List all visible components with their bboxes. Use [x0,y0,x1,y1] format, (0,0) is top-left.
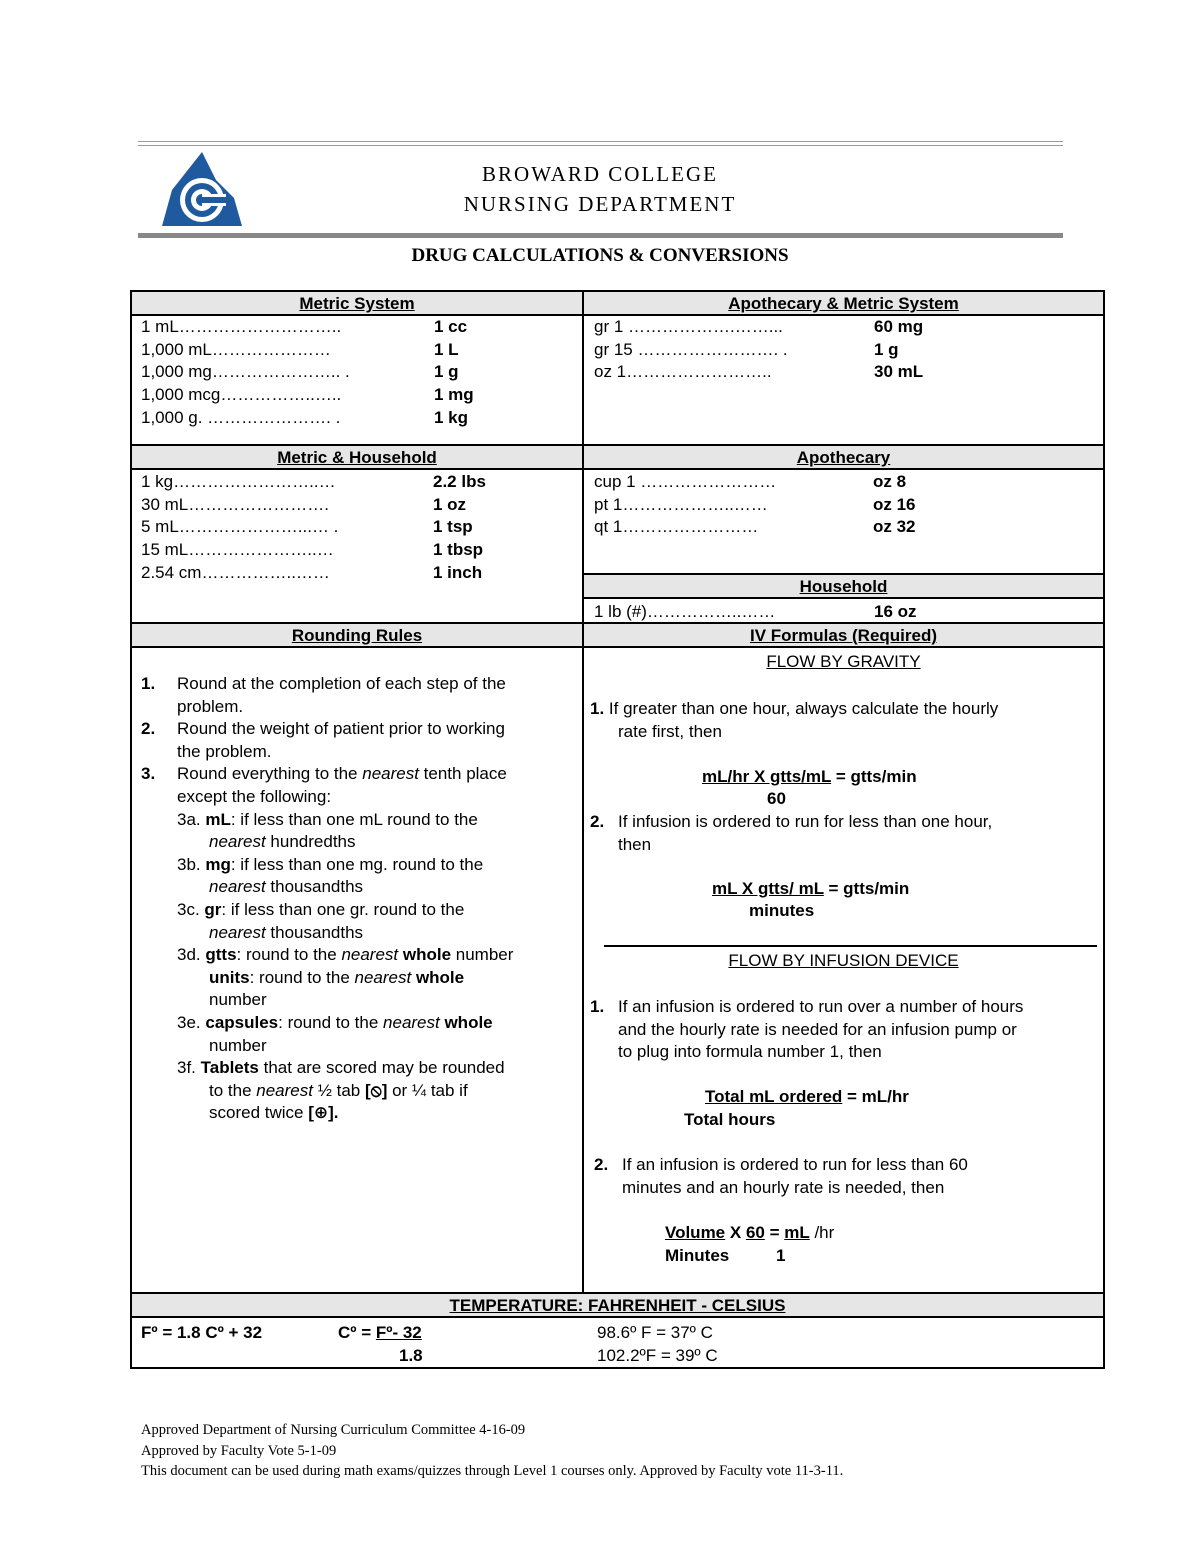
sub-item-3d [141,944,581,967]
list-text: Round the weight of patient prior to working [177,719,505,739]
formula-result-unit: /hr [809,1223,835,1242]
row-right: 1 cc [434,317,468,336]
row-right: 16 oz [874,602,917,621]
table-row [141,562,571,585]
step-line [590,811,1095,834]
row-left: qt 1…………………… [594,517,759,537]
sub-text: : if less than one mg. round to the [230,854,484,874]
gravity-step-1 [590,698,1095,743]
fahrenheit-formula: Fº = 1.8 Cº + 32 [141,1323,263,1342]
step-line [594,1154,1099,1177]
sub-key: capsules [205,1012,279,1032]
step-text-continued: then [618,834,652,854]
table-row [141,384,571,407]
list-text: Round everything to the [177,764,363,784]
formula-result: = gtts/min [831,767,917,786]
sub-text: thousandths [265,922,364,942]
sub-item-3b [141,854,581,877]
row-left: 1,000 mL………………… [141,339,331,359]
sub-item-3b-continued [141,876,581,899]
list-item [141,718,581,741]
row-left: 1 kg……………………..… [141,472,336,491]
row-right: 1 g [874,339,899,359]
temperature-example-1: 98.6º F = 37º C [597,1323,713,1342]
sub-text: scored twice [209,1103,309,1123]
table-row [594,471,1094,494]
table-row [594,516,1094,539]
sub-label: 3e. [177,1012,206,1032]
row-left: 1 lb (#)……………..…… [594,602,776,621]
sub-item-3e-continued: number [209,1035,267,1055]
table-row [141,361,571,384]
column-divider [582,290,584,1293]
sub-text-bold: whole [439,1012,493,1032]
celsius-formula [338,1322,422,1345]
gravity-step-2 [590,811,1095,856]
table-row [594,361,1094,384]
device-step-2 [594,1154,1099,1199]
step-text-continued: minutes and an hourly rate is needed, then [622,1177,945,1197]
sub-item-3a [141,809,581,832]
list-number: 2. [141,719,156,739]
sub-key: units [209,967,250,987]
formula-numerator: Total mL ordered [705,1087,843,1106]
sub-text: : round to the [249,967,355,987]
document-title: DRUG CALCULATIONS & CONVERSIONS [411,245,789,266]
scored-once-symbol: [⦸] [364,1080,388,1100]
formula-device-minutes [665,1222,834,1245]
sub-key: mg [205,854,231,874]
sub-label: 3a. [177,809,206,829]
rounding-rules-heading: Rounding Rules [132,624,582,648]
broward-college-logo [158,150,242,228]
sub-key: gr [204,899,222,919]
step-text-continued: and the hourly rate is needed for an infusion pump or [618,1019,1017,1039]
row-right: oz 16 [873,494,916,514]
row-left: gr 1 ……………….……... [594,317,783,336]
step-text-continued: rate first, then [618,721,722,741]
list-text: tenth place [418,764,507,784]
formula-numerator: mL/hr X gtts/mL [702,767,832,786]
table-row [594,316,1094,339]
row-left: gr 15 ……………………. . [594,339,788,359]
list-text-italic: nearest [362,764,419,784]
sub-text: to the [209,1080,257,1100]
formula-gravity-minutes [712,878,909,901]
sub-text-bold: whole [411,967,465,987]
sub-key: mL [205,809,231,829]
college-name: BROWARD COLLEGE [482,162,718,186]
sub-item-3e [141,1012,581,1035]
sub-text: thousandths [265,877,364,897]
header-bottom-rule [138,233,1063,238]
table-row [594,339,1094,362]
row-left: pt 1………………..…… [594,494,768,514]
row-right: 30 mL [874,362,924,382]
formula-numerator: Volume [665,1223,726,1242]
table-row [141,316,571,339]
sub-text: : if less than one mL round to the [230,809,478,829]
sub-text: : if less than one gr. round to the [221,899,465,919]
formula-numerator: mL X gtts/ mL [712,879,824,898]
step-text-continued: to plug into formula number 1, then [618,1042,882,1062]
step-number: 2. [594,1155,609,1174]
list-item-continued: except the following: [177,786,332,806]
step-number: 1. [590,997,605,1016]
list-number: 3. [141,764,156,784]
iv-formulas-heading: IV Formulas (Required) [584,624,1103,648]
row-left: 15 mL…………………..… [141,540,334,560]
step-number: 1. [590,699,605,718]
department-name: NURSING DEPARTMENT [463,192,737,216]
table-row [594,494,1094,517]
row-right: 1 g [434,362,459,382]
row-right: 1 mg [434,385,474,405]
step-line [590,698,1095,721]
row-right: 1 L [434,339,459,359]
row-left: cup 1 …………………… [594,472,777,491]
formula-operator: X [725,1223,746,1242]
flow-by-infusion-device-title: FLOW BY INFUSION DEVICE [728,951,959,970]
list-item [141,673,581,696]
metric-household-rows [141,471,571,584]
row-right: 1 tsp [433,517,473,537]
sub-text: ½ tab [312,1080,365,1100]
temperature-heading: TEMPERATURE: FAHRENHEIT - CELSIUS [132,1294,1103,1318]
apothecary-heading: Apothecary [584,446,1103,470]
step-text: If an infusion is ordered to run for less than 60 [622,1155,968,1174]
temperature-example-2: 102.2ºF = 39º C [597,1346,718,1365]
row-right: 1 kg [434,407,469,427]
footer-usage-note: This document can be used during math exams/quizzes through Level 1 courses only. Approved by Faculty vote 11-3-11. [141,1463,844,1479]
sub-text-italic: nearest [209,832,266,852]
sub-label: 3b. [177,854,206,874]
apothecary-metric-rows [594,316,1094,384]
table-row [141,471,571,494]
formula-result: = mL/hr [842,1087,909,1106]
celsius-formula-denominator: 1.8 [399,1346,423,1365]
sub-label: 3f. [177,1058,201,1078]
sub-text-italic: nearest [383,1012,440,1032]
scored-twice-symbol: [⊕]. [308,1103,339,1123]
sub-item-units [141,967,581,990]
sub-text-bold: whole [398,945,452,965]
sub-item-3f [141,1057,581,1080]
sub-label: 3d. [177,945,206,965]
sub-text-italic: nearest [209,922,266,942]
metric-system-rows [141,316,571,429]
sub-text: number [451,945,514,965]
device-step-1 [590,996,1100,1064]
sub-text-italic: nearest [256,1080,313,1100]
formula-operator: = [764,1223,785,1242]
row-right: oz 32 [873,517,916,537]
footer-approval-committee: Approved Department of Nursing Curriculum Committee 4-16-09 [141,1422,526,1438]
sub-text-italic: nearest [209,877,266,897]
formula-numerator: Fº- 32 [375,1323,422,1342]
sub-text: that are scored may be rounded [258,1058,505,1078]
sub-item-3f-continued-2 [141,1102,581,1125]
step-text: If greater than one hour, always calculate the hourly [604,699,999,718]
sub-item-3f-continued [141,1080,581,1103]
sub-item-3c [141,899,581,922]
list-item [141,763,581,786]
formula-device-hourly-denominator: Total hours [684,1110,776,1129]
step-text: If an infusion is ordered to run over a number of hours [618,997,1024,1016]
formula-gravity-minutes-denominator: minutes [749,901,815,920]
metric-household-heading: Metric & Household [132,446,582,470]
sub-label: 3c. [177,899,205,919]
row-left: 30 mL……………………. [141,494,329,514]
row-left: 1,000 mcg……………..….. [141,385,342,405]
row-right: 1 oz [433,494,467,514]
sub-text-italic: nearest [354,967,412,987]
sub-key: gtts [205,945,237,965]
step-text: If infusion is ordered to run for less than one hour, [618,812,993,831]
formula-denominator: 1 [776,1246,786,1265]
sub-text: : round to the [236,945,342,965]
table-row [594,601,1094,624]
formula-denominator: Minutes [665,1246,730,1265]
flow-by-gravity-title: FLOW BY GRAVITY [766,652,921,671]
table-row [141,539,571,562]
step-line [590,996,1100,1019]
list-number: 1. [141,674,156,693]
sub-item-3c-continued [141,922,581,945]
row-left: 1,000 g. …………………. . [141,407,341,427]
rounding-rules-list [141,673,581,1125]
formula-result-unit: mL [784,1223,810,1242]
formula-device-hourly [705,1086,909,1109]
row-left: 5 mL…………………...… . [141,517,339,537]
sub-text-italic: nearest [341,945,399,965]
sub-item-3a-continued [141,831,581,854]
row-right: 2.2 lbs [433,472,486,491]
row-right: 1 tbsp [433,540,484,560]
table-row [141,494,571,517]
row-left: 2.54 cm……………..…… [141,562,330,582]
list-item-continued: the problem. [177,741,272,761]
sub-item-units-continued: number [209,990,267,1010]
row-right: 60 mg [874,317,924,336]
step-number: 2. [590,812,605,831]
table-row [141,407,571,430]
formula-device-minutes-denominator [665,1245,786,1268]
formula-result: = gtts/min [823,879,910,898]
metric-system-heading: Metric System [132,292,582,316]
table-row [141,516,571,539]
table-row [141,339,571,362]
row-left: oz 1…………………….. [594,362,772,382]
row-right: 1 inch [433,562,483,582]
formula-numerator: 60 [745,1223,765,1242]
apothecary-rows [594,471,1094,539]
sub-text: hundredths [265,832,356,852]
household-rows [594,601,1094,624]
list-item-continued: problem. [177,696,244,716]
row-left: 1,000 mg………………….. . [141,362,350,382]
formula-lhs: Cº = [338,1323,376,1342]
household-heading: Household [584,575,1103,599]
formula-gravity-hourly [702,766,917,789]
sub-text: : round to the [278,1012,384,1032]
sub-text: or ¼ tab if [387,1080,468,1100]
sub-key: Tablets [200,1058,259,1078]
row-left: 1 mL……………………….. [141,317,342,336]
list-text: Round at the completion of each step of the [177,674,506,693]
footer-approval-faculty: Approved by Faculty Vote 5-1-09 [141,1443,337,1459]
section-divider [604,945,1097,947]
apothecary-metric-heading: Apothecary & Metric System [584,292,1103,316]
row-right: oz 8 [873,472,907,491]
formula-gravity-hourly-denominator: 60 [767,789,786,808]
header-top-rule [138,141,1063,146]
